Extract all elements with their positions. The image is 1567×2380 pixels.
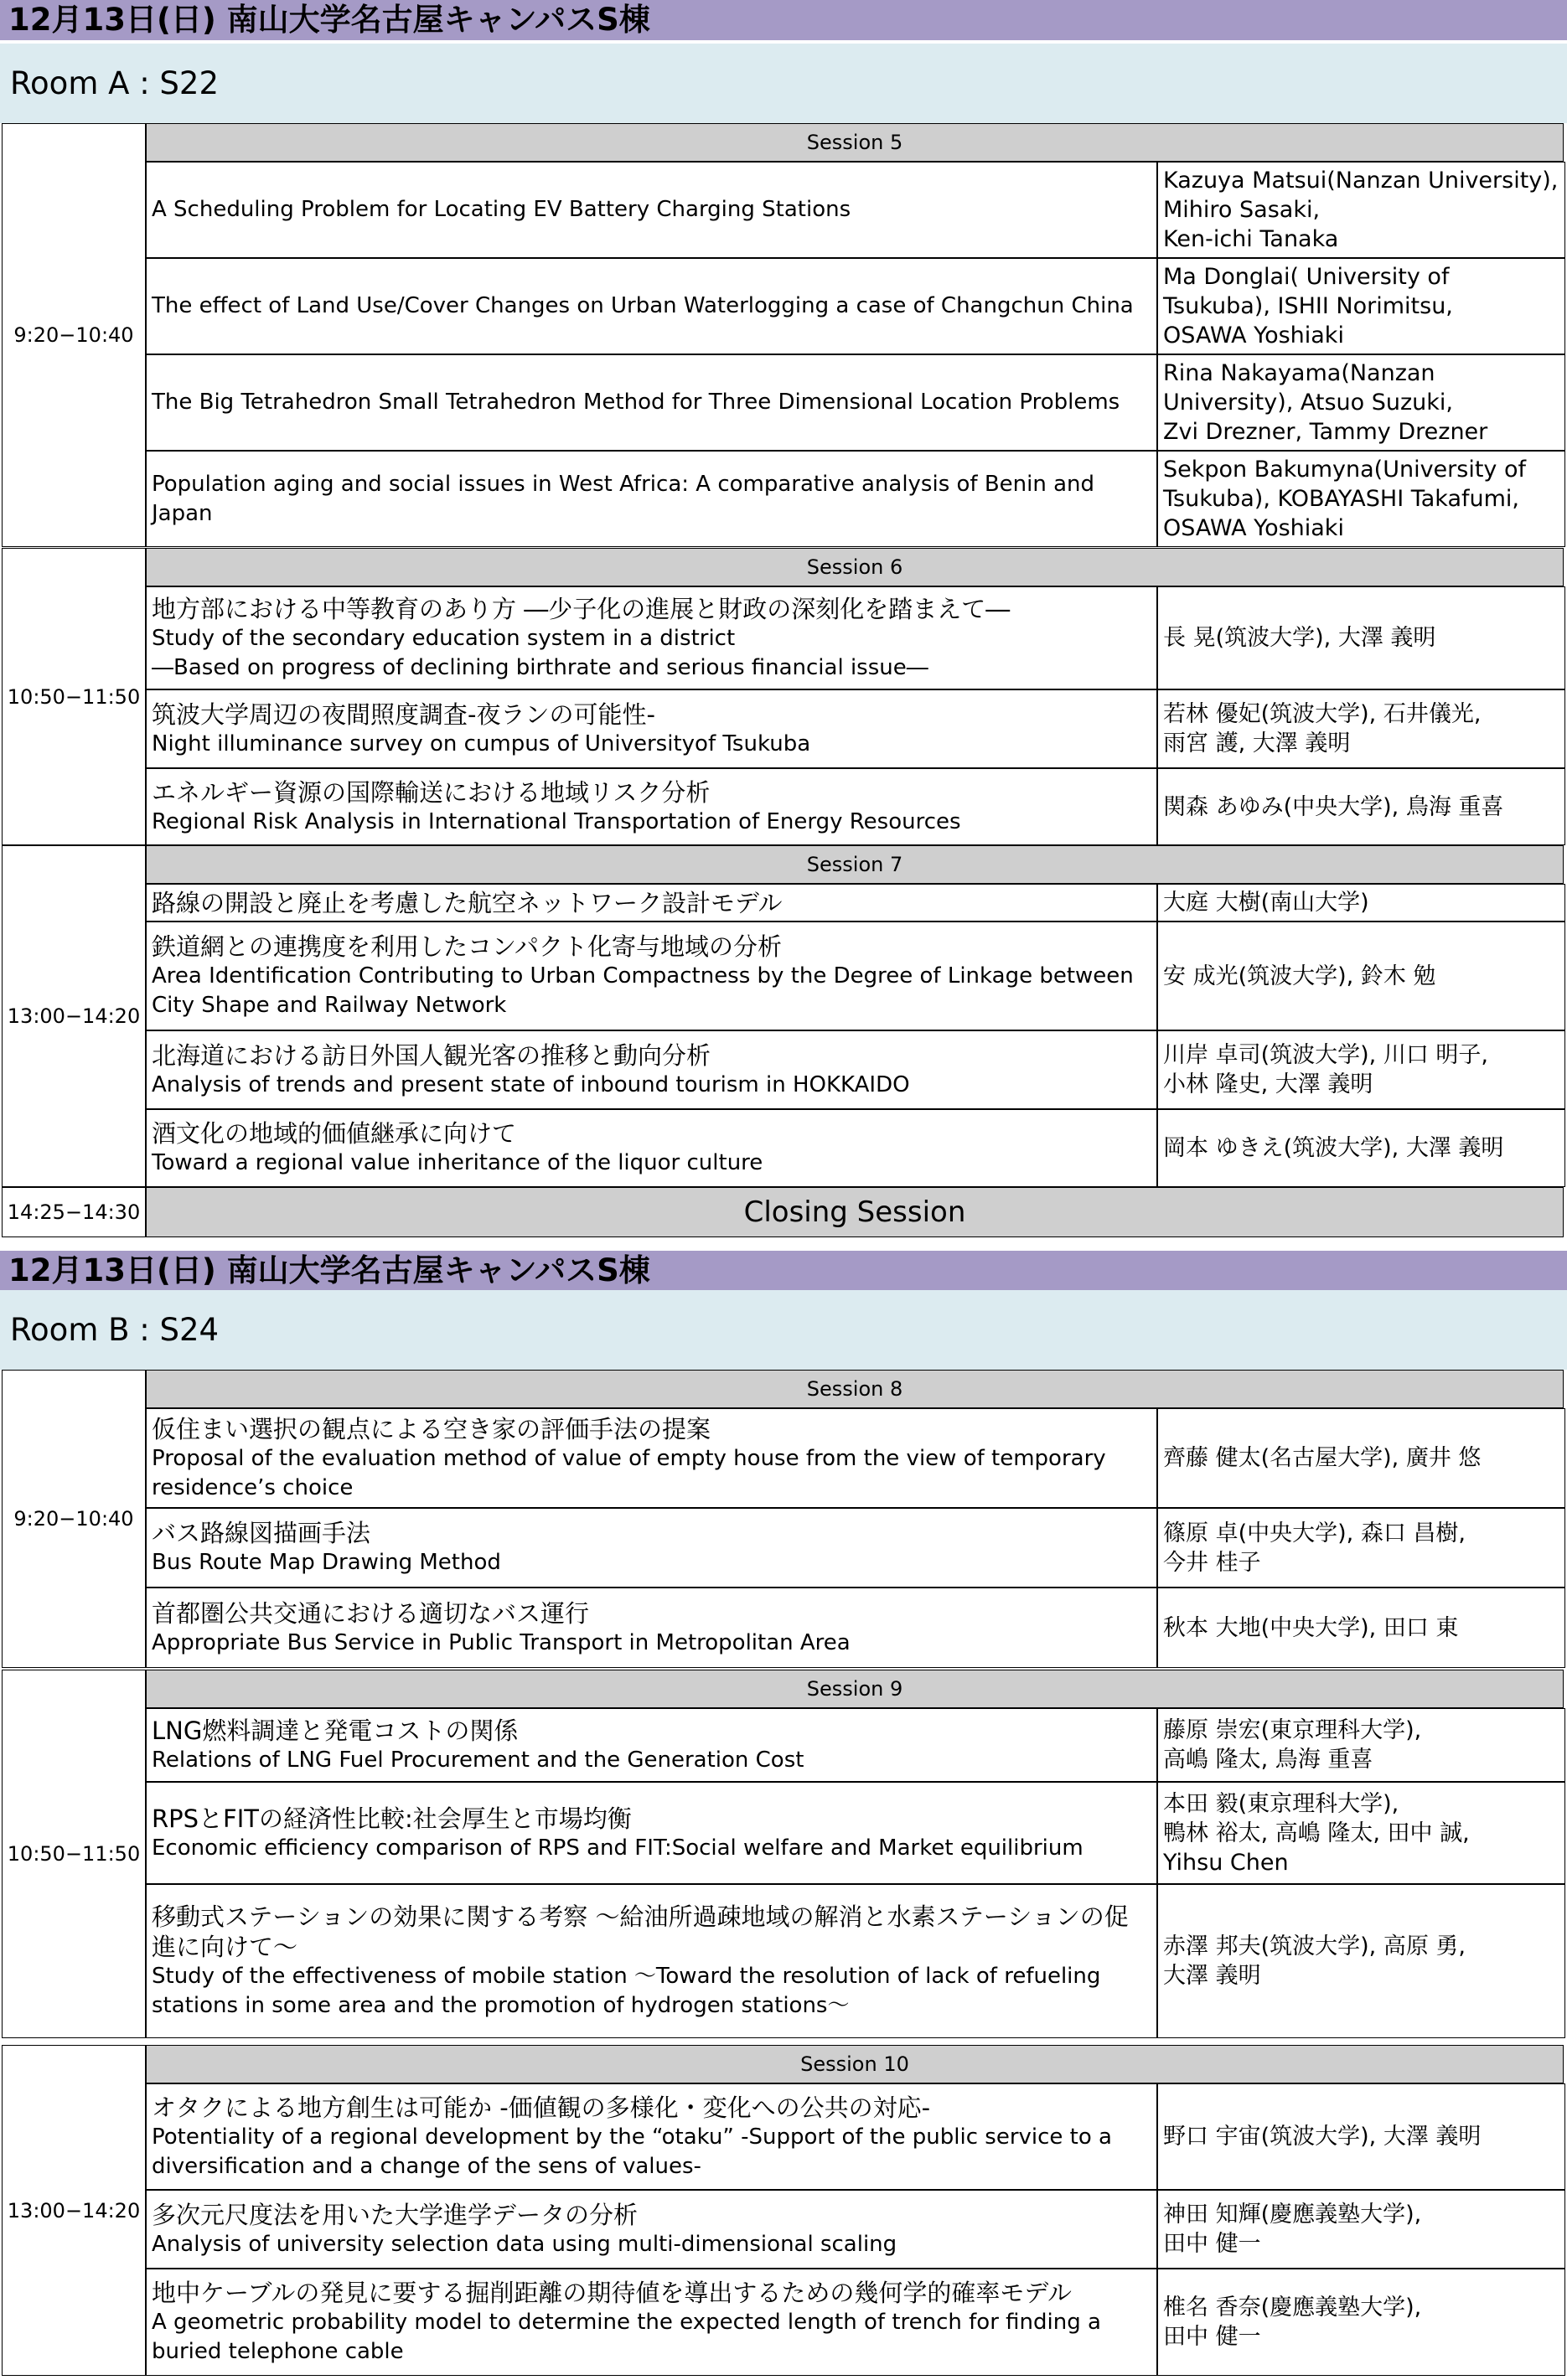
talk-authors: 岡本 ゆきえ(筑波大学), 大澤 義明 (1157, 1109, 1565, 1187)
talk-title-cell (146, 1030, 1157, 1109)
talk-title-cell (146, 354, 1157, 451)
session-label: Session 9 (146, 1670, 1564, 1708)
talk-title-ja: エネルギー資源の国際輸送における地域リスク分析 (152, 777, 711, 807)
talk-title-en: A Scheduling Problem for Locating EV Battery Charging Stations (152, 197, 851, 222)
talk-title-en: Area Identification Contributing to Urban Compactness by the Degree of Linkage between City Shape and Railway Network (152, 963, 1134, 1018)
talk-authors: Rina Nakayama(Nanzan University), Atsuo Suzuki, Zvi Drezner, Tammy Drezner (1157, 354, 1565, 451)
talk-title-en: Economic efficiency comparison of RPS and FIT:Social welfare and Market equilibrium (152, 1835, 1083, 1861)
talk-title-en: Potentiality of a regional development by the “otaku” -Support of the public service to a diversification and a change of the sens of values- (152, 2124, 1112, 2179)
talk-title-cell (146, 768, 1157, 845)
talk-title-ja: 移動式ステーションの効果に関する考察 ～給油所過疎地域の解消と水素ステーションの促進に向けて～ (152, 1902, 1129, 1961)
session-label: Session 8 (146, 1370, 1564, 1408)
talk-title-ja: LNG燃料調達と発電コストの関係 (152, 1716, 519, 1745)
talk-authors: Sekpon Bakumyna(University of Tsukuba), KOBAYASHI Takafumi, OSAWA Yoshiaki (1157, 451, 1565, 547)
talk-authors: 椎名 香奈(慶應義塾大学), 田中 健一 (1157, 2269, 1565, 2376)
talk-authors: 野口 宇宙(筑波大学), 大澤 義明 (1157, 2083, 1565, 2190)
room-header-room-a: Room A : S22 (0, 44, 1567, 123)
session-label: Session 10 (146, 2045, 1564, 2083)
talk-title-cell (146, 2269, 1157, 2376)
talk-title-ja: 仮住まい選択の観点による空き家の評価手法の提案 (152, 1414, 711, 1443)
talk-title-en: ―Based on progress of declining birthrate and serious financial issue― (152, 654, 928, 680)
session-label: Session 7 (146, 845, 1564, 884)
talk-authors: 安 成光(筑波大学), 鈴木 勉 (1157, 922, 1565, 1030)
talk-title-ja: 筑波大学周辺の夜間照度調査-夜ランの可能性- (152, 700, 655, 729)
talk-title-ja: 北海道における訪日外国人観光客の推移と動向分析 (152, 1040, 711, 1070)
talk-title-ja: 首都圏公共交通における適切なバス運行 (152, 1598, 590, 1628)
talk-title-cell (146, 1588, 1157, 1668)
talk-title-cell (146, 586, 1157, 689)
talk-title-ja: オタクによる地方創生は可能か -価値観の多様化・変化への公共の対応- (152, 2093, 931, 2122)
talk-title-ja: 路線の開設と廃止を考慮した航空ネットワーク設計モデル (152, 888, 783, 917)
talk-title-ja: 地中ケーブルの発見に要する掘削距離の期待値を導出するための幾何学的確率モデル (152, 2279, 1072, 2307)
closing-session-label: Closing Session (146, 1187, 1564, 1237)
talk-title-ja: 地方部における中等教育のあり方 ―少子化の進展と財政の深刻化を踏まえて― (152, 594, 1011, 623)
session-label: Session 6 (146, 548, 1564, 586)
talk-title-en: Relations of LNG Fuel Procurement and the Generation Cost (152, 1747, 804, 1773)
talk-title-cell (146, 162, 1157, 258)
talk-title-ja: バス路線図描画手法 (152, 1519, 371, 1547)
talk-title-en: Analysis of trends and present state of inbound tourism in HOKKAIDO (152, 1071, 910, 1097)
talk-authors: 川岸 卓司(筑波大学), 川口 明子, 小林 隆史, 大澤 義明 (1157, 1030, 1565, 1109)
talk-title-en: Bus Route Map Drawing Method (152, 1550, 501, 1575)
talk-title-ja: 鉄道網との連携度を利用したコンパクト化寄与地域の分析 (152, 932, 782, 961)
talk-authors: 大庭 大樹(南山大学) (1157, 884, 1565, 922)
session-label: Session 5 (146, 123, 1564, 162)
talk-authors: 藤原 崇宏(東京理科大学), 高嶋 隆太, 鳥海 重喜 (1157, 1708, 1565, 1782)
talk-title-en: Toward a regional value inheritance of the liquor culture (152, 1150, 763, 1175)
talk-title-cell (146, 1408, 1157, 1508)
talk-authors: Ma Donglai( University of Tsukuba), ISHII Norimitsu, OSAWA Yoshiaki (1157, 258, 1565, 354)
talk-title-en: Population aging and social issues in West Africa: A comparative analysis of Benin and Japan (152, 471, 1095, 526)
talk-title-cell (146, 689, 1157, 768)
time-cell: 9:20−10:40 (2, 123, 146, 547)
talk-title-en: The effect of Land Use/Cover Changes on Urban Waterlogging a case of Changchun China (152, 293, 1134, 318)
talk-title-cell (146, 1884, 1157, 2038)
talk-authors: 神田 知輝(慶應義塾大学), 田中 健一 (1157, 2190, 1565, 2269)
talk-title-en: Night illuminance survey on cumpus of Universityof Tsukuba (152, 731, 811, 756)
talk-title-cell (146, 884, 1157, 922)
closing-time-cell: 14:25−14:30 (2, 1187, 146, 1237)
date-header-room-a: 12月13日(日) 南山大学名古屋キャンパスS棟 (0, 0, 1567, 40)
time-cell: 10:50−11:50 (2, 548, 146, 845)
talk-authors: 赤澤 邦夫(筑波大学), 高原 勇, 大澤 義明 (1157, 1884, 1565, 2038)
time-cell: 13:00−14:20 (2, 2045, 146, 2376)
talk-authors: 篠原 卓(中央大学), 森口 昌樹, 今井 桂子 (1157, 1508, 1565, 1588)
talk-title-cell (146, 1508, 1157, 1588)
talk-title-ja: RPSとFITの経済性比較:社会厚生と市場均衡 (152, 1804, 632, 1833)
talk-title-cell (146, 1109, 1157, 1187)
talk-title-en: Regional Risk Analysis in International Transportation of Energy Resources (152, 808, 961, 834)
talk-title-cell (146, 451, 1157, 547)
talk-authors: 長 晃(筑波大学), 大澤 義明 (1157, 586, 1565, 689)
room-header-room-b: Room B : S24 (0, 1290, 1567, 1370)
time-cell: 9:20−10:40 (2, 1370, 146, 1668)
talk-authors: 齊藤 健太(名古屋大学), 廣井 悠 (1157, 1408, 1565, 1508)
talk-title-en: A geometric probability model to determine the expected length of trench for finding a buried telephone cable (152, 2310, 1101, 2364)
time-cell: 13:00−14:20 (2, 845, 146, 1187)
talk-title-ja: 多次元尺度法を用いた大学進学データの分析 (152, 2200, 639, 2229)
time-cell: 10:50−11:50 (2, 1670, 146, 2038)
talk-title-cell (146, 2083, 1157, 2190)
talk-authors: 本田 毅(東京理科大学), 鴨林 裕太, 高嶋 隆太, 田中 誠, Yihsu Chen (1157, 1782, 1565, 1884)
talk-authors: 若林 優妃(筑波大学), 石井儀光, 雨宮 護, 大澤 義明 (1157, 689, 1565, 768)
talk-authors: 関森 あゆみ(中央大学), 鳥海 重喜 (1157, 768, 1565, 845)
talk-title-cell (146, 922, 1157, 1030)
talk-title-cell (146, 1708, 1157, 1782)
talk-title-en: Study of the secondary education system in a district (152, 625, 736, 651)
talk-title-en: Proposal of the evaluation method of value of empty house from the view of temporary residence’s choice (152, 1445, 1106, 1500)
talk-title-cell (146, 2190, 1157, 2269)
talk-title-cell (146, 1782, 1157, 1884)
date-header-room-b: 12月13日(日) 南山大学名古屋キャンパスS棟 (0, 1251, 1567, 1291)
talk-title-ja: 酒文化の地域的価値継承に向けて (152, 1119, 517, 1148)
talk-title-cell (146, 258, 1157, 354)
talk-authors: 秋本 大地(中央大学), 田口 東 (1157, 1588, 1565, 1668)
talk-title-en: The Big Tetrahedron Small Tetrahedron Method for Three Dimensional Location Problems (152, 390, 1120, 415)
talk-authors: Kazuya Matsui(Nanzan University), Mihiro Sasaki, Ken-ichi Tanaka (1157, 162, 1565, 258)
talk-title-en: Appropriate Bus Service in Public Transport in Metropolitan Area (152, 1629, 851, 1655)
talk-title-en: Study of the effectiveness of mobile station ～Toward the resolution of lack of refueling stations in some area and the promotion of hydrogen stations～ (152, 1964, 1101, 2018)
talk-title-en: Analysis of university selection data using multi-dimensional scaling (152, 2231, 897, 2257)
